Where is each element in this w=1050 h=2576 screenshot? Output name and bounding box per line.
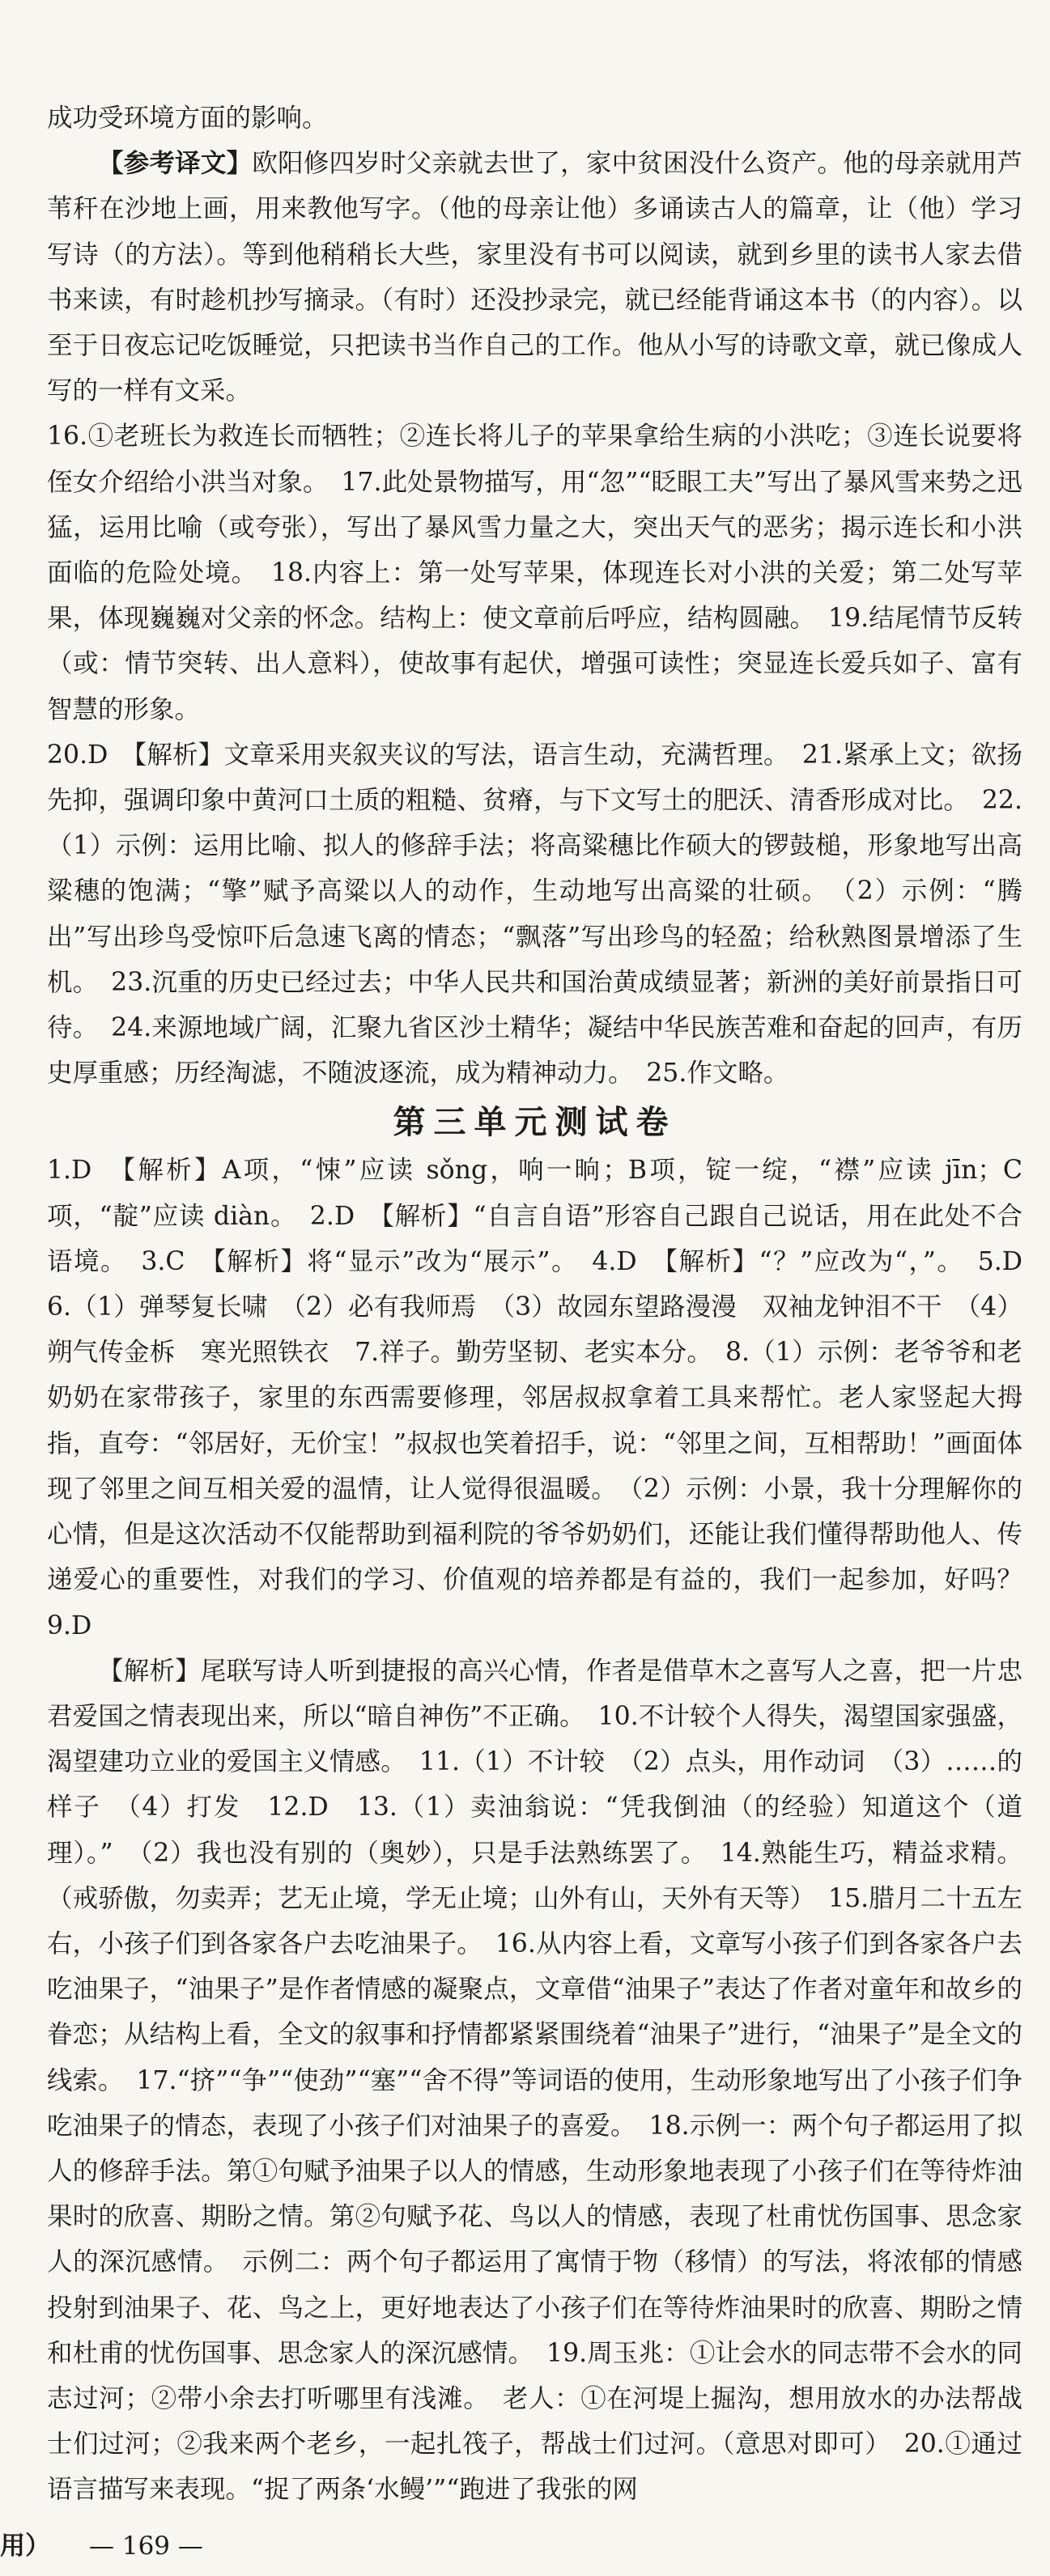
page-content (47, 95, 1048, 2513)
translation-tag: 【参考译文】 (98, 149, 253, 179)
answers-part4: 【解析】尾联写诗人听到捷报的高兴心情，作者是借草木之喜写人之喜，把一片忠君爱国之情表现出来，所以“暗自神伤”不正确。 10.不计较个人得失，渴望国家强盛，渴望建功立业的爱国主义情感。 11.（1）不计较 （2）点头，用作动词 （3）……的样子 （4）打发 12.D 13.（1）卖油翁说：“凭我倒油（的经验）知道这个（道理）。” （2）我也没有别的（奥妙），只是手法熟练罢了。 14.熟能生巧，精益求精。（戒骄傲，勿卖弄；艺无止境，学无止境；山外有山，天外有天等） 15.腊月二十五左右，小孩子们到各家各户去吃油果子。 16.从内容上看，文章写小孩子们到各家各户去吃油果子，“油果子”是作者情感的凝聚点，文章借“油果子”表达了作者对童年和故乡的眷恋；从结构上看，全文的叙事和抒情都紧紧围绕着“油果子”进行，“油果子”是全文的线索。 17.“挤”“争”“使劲”“塞”“舍不得”等词语的使用，生动形象地写出了小孩子们争吃油果子的情态，表现了小孩子们对油果子的喜爱。 18.示例一：两个句子都运用了拟人的修辞手法。第①句赋予油果子以人的情感，生动形象地表现了小孩子们在等待炸油果时的欣喜、期盼之情。第②句赋予花、鸟以人的情感，表现了杜甫忧伤国事、思念家人的深沉感情。 示例二：两个句子都运用了寓情于物（移情）的写法，将浓郁的情感投射到油果子、花、鸟之上，更好地表达了小孩子们在等待炸油果时的欣喜、期盼之情和杜甫的忧伤国事、思念家人的深沉感情。 19.周玉兆：①让会水的同志带不会水的同志过河；②带小余去打听哪里有浅滩。 老人：①在河堤上掘沟，想用放水的办法帮战士们过河；②我来两个老乡，一起扎筏子，帮战士们过河。（意思对即可） 20.①通过语言描写来表现。“捉了两条‘水鳗’”“跑进了我张的网 (47, 1656, 1022, 2505)
answers-part1: 16.①老班长为救连长而牺牲；②连长将儿子的苹果拿给生病的小洪吃；③连长说要将侄女介绍给小洪当对象。 17.此处景物描写，用“忽”“眨眼工夫”写出了暴风雪来势之迅猛，运用比喻（或夸张），写出了暴风雪力量之大，突出天气的恶劣；揭示连长和小洪面临的危险处境。 18.内容上：第一处写苹果，体现连长对小洪的关爱；第二处写苹果，体现巍巍对父亲的怀念。结构上：使文章前后呼应，结构圆融。 19.结尾情节反转（或：情节突转、出人意料），使故事有起伏，增强可读性；突显连长爱兵如子、富有智慧的形象。 (47, 422, 1022, 724)
translation-paragraph (47, 141, 1022, 414)
answers-part2: 20.D 【解析】文章采用夹叙夹议的写法，语言生动，充满哲理。 21.紧承上文；欲扬先抑，强调印象中黄河口土质的粗糙、贫瘠，与下文写土的肥沃、清香形成对比。 22.（1）示例：运用比喻、拟人的修辞手法；将高粱穗比作硕大的锣鼓槌，形象地写出高粱穗的饱满；“擎”赋予高粱以人的动作，生动地写出高粱的壮硕。 （2）示例：“腾出”写出珍鸟受惊吓后急速飞离的情态；“飘落”写出珍鸟的轻盈；给秋熟图景增添了生机。 23.沉重的历史已经过去；中华人民共和国治黄成绩显著；新洲的美好前景指日可待。 24.来源地域广阔，汇聚九省区沙土精华；凝结中华民族苦难和奋起的回声，有历史厚重感；历经淘滤，不随波逐流，成为精神动力。 25.作文略。 (47, 740, 1022, 1089)
page-number: — 169 — (89, 2531, 203, 2561)
footer-edge-text: 用） (0, 2531, 50, 2561)
answers-part3: 1.D 【解析】A项，“悚”应读 sǒng，响一晌；B项，锭一绽，“襟”应读 jīn；C项，“靛”应读 diàn。 2.D 【解析】“自言自语”形容自己跟自己说话，用在此处不合语境。 3.C 【解析】将“显示”改为“展示”。 4.D 【解析】“？”应改为“，”。 5.D 6.（1）弹琴复长啸 （2）必有我师焉 （3）故园东望路漫漫 双袖龙钟泪不干 （4）朔气传金柝 寒光照铁衣 7.祥子。勤劳坚韧、老实本分。 8.（1）示例：老爷爷和老奶奶在家带孩子，家里的东西需要修理，邻居叔叔拿着工具来帮忙。老人家竖起大拇指，直夸：“邻居好，无价宝！”叔叔也笑着招手，说：“邻里之间，互相帮助！”画面体现了邻里之间互相关爱的温情，让人觉得很温暖。 （2）示例：小景，我十分理解你的心情，但是这次活动不仅能帮助到福利院的爷爷奶奶们，还能让我们懂得帮助他人、传递爱心的重要性，对我们的学习、价值观的培养都是有益的，我们一起参加，好吗？ 9.D (47, 1156, 1048, 1640)
intro-line: 成功受环境方面的影响。 (47, 104, 328, 133)
page-footer (0, 2523, 1050, 2569)
section-title: 第三单元测试卷 (393, 1104, 677, 1142)
translation-text: 欧阳修四岁时父亲就去世了，家中贫困没什么资产。他的母亲就用芦苇秆在沙地上画，用来教他写字。（他的母亲让他）多诵读古人的篇章，让（他）学习写诗（的方法）。等到他稍稍长大些，家里没有书可以阅读，就到乡里的读书人家去借书来读，有时趁机抄写摘录。（有时）还没抄录完，就已经能背诵这本书（的内容）。以至于日夜忘记吃饭睡觉，只把读书当作自己的工作。他从小写的诗歌文章，就已像成人写的一样有文采。 (47, 149, 1022, 406)
